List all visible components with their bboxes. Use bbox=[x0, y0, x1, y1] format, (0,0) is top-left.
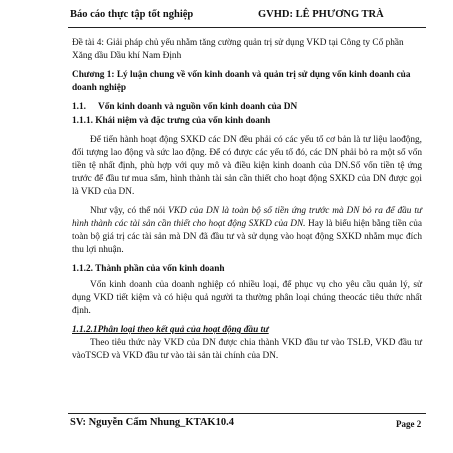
section-heading-1-1-2: 1.1.2. Thành phần của vốn kinh doanh bbox=[72, 264, 225, 274]
footer-rule bbox=[68, 413, 426, 414]
subsection-title: Phân loại theo kết quả của hoạt động đầu tư bbox=[97, 325, 269, 335]
section-heading-1-1-2-1 bbox=[72, 324, 422, 337]
section-heading-1-1-1: 1.1.1. Khái niệm và đặc trưng của vốn kinh doanh bbox=[72, 116, 271, 126]
page-number: Page 2 bbox=[396, 419, 422, 429]
subsection-number: 1.1.2.1 bbox=[72, 325, 98, 335]
paragraph-2-lead: Như vậy, có thể nói bbox=[90, 206, 169, 216]
chapter-heading: Chương 1: Lý luận chung về vốn kinh doanh và quản trị sử dụng vốn kinh doanh của doanh nghiệp bbox=[72, 70, 411, 93]
paragraph-3: Vốn kinh doanh của doanh nghiệp có nhiều loại, để phục vụ cho yêu cầu quản lý, sử dụng VKD tiết kiệm và có hiệu quả người ta thường phân loại chúng theocác tiêu thức nhất định. bbox=[72, 280, 422, 316]
topic-line: Đề tài 4: Giải pháp chủ yếu nhằm tăng cường quản trị sử dụng VKD tại Công ty Cổ phần Xăng dầu Dầu khí Nam Định bbox=[72, 38, 404, 61]
paragraph-2 bbox=[72, 205, 422, 257]
header-rule bbox=[68, 27, 426, 28]
paragraph-4: Theo tiêu thức này VKD của DN được chia thành VKD đầu tư vào TSLĐ, VKD đầu tư vàoTSCĐ và VKD đầu tư vào tài sản tài chính của DN. bbox=[72, 338, 422, 361]
document-body bbox=[72, 37, 422, 369]
section-number: 1.1. bbox=[72, 102, 86, 112]
paragraph-2-definition: VKD của DN là toàn bộ số tiền ứng trước mà DN bỏ ra để đầu tư hình thành các tài sản cần thiết cho hoạt động SXKD của DN. bbox=[72, 206, 422, 229]
footer-student: SV: Nguyễn Cẩm Nhung_KTAK10.4 bbox=[70, 417, 234, 428]
section-title: Vốn kinh doanh và nguồn vốn kinh doanh của DN bbox=[98, 102, 298, 112]
paragraph-1: Để tiến hành hoạt động SXKD các DN đều phải có các yếu tố cơ bản là tư liệu laođộng, đối tượng lao động và sức lao động. Để có được các yếu tố đó, các DN phải bỏ ra một số vốn tiền tệ nhất định, phù hợp với quy mô và điều kiện kinh doanh của DN.Số vốn tiền tệ ứng trước để đầu tư mua sắm, hình thành tài sản cần thiết cho hoạt động SXKD của DN được gọi là VKD của DN. bbox=[72, 135, 422, 197]
paragraph-2-rest: Hay là biểu hiện bằng tiền của toàn bộ giá trị các tài sản mà DN đã đầu tư và sử dụng vào hoạt động SXKD nhằm mục đích thu lợi nhuận. bbox=[72, 219, 422, 255]
header-supervisor: GVHD: LÊ PHƯƠNG TRÀ bbox=[258, 9, 384, 20]
section-heading-1-1 bbox=[72, 101, 422, 114]
header-report-title: Báo cáo thực tập tốt nghiệp bbox=[70, 9, 194, 20]
